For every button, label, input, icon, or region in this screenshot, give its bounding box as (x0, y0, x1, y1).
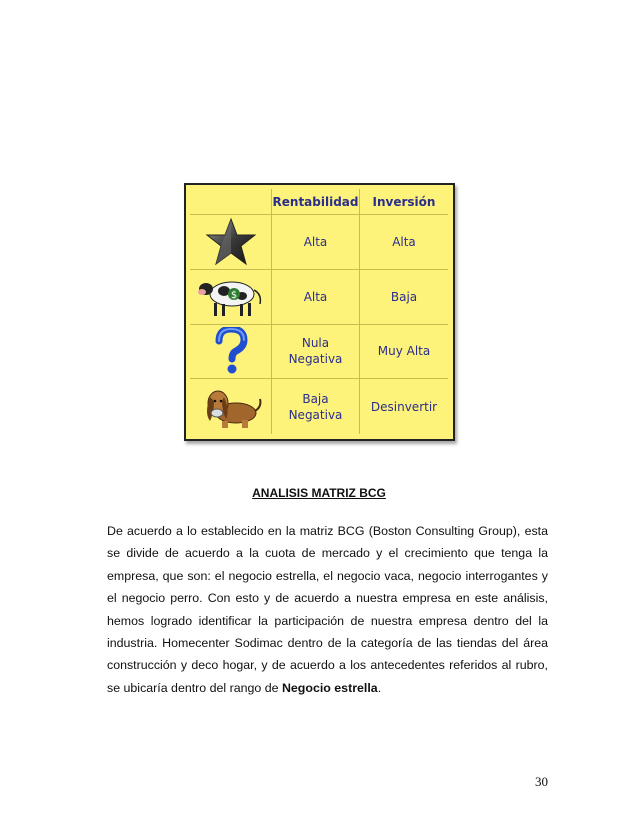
header-inversion: Inversión (360, 189, 448, 215)
bcg-matrix-image (184, 183, 455, 441)
paragraph-line: De acuerdo a lo establecido en la matriz BCG (Boston Consulting Group), esta (107, 524, 548, 538)
header-rentabilidad: Rentabilidad (272, 189, 360, 215)
paragraph-last-line (107, 677, 548, 699)
star-icon (205, 217, 257, 267)
rentabilidad-value: Baja (302, 391, 329, 406)
rentabilidad-value: Nula (301, 336, 330, 351)
row3-rentabilidad (272, 325, 360, 380)
section-title: ANALISIS MATRIZ BCG (252, 486, 386, 500)
cow-icon (196, 274, 266, 320)
matrix-icon-cell (190, 379, 272, 434)
rentabilidad-value: Negativa (288, 407, 343, 422)
bcg-matrix-table (190, 189, 448, 434)
last-line-text: se ubicaría dentro del rango de (107, 680, 282, 695)
row1-inversion: Alta (360, 215, 448, 270)
rentabilidad-value: Negativa (288, 352, 343, 367)
matrix-icon-cell (190, 270, 272, 325)
matrix-icon-cell (190, 325, 272, 380)
paragraph-line: hemos logrado identificar la participación de nuestra empresa dentro del la (107, 613, 548, 628)
paragraph-line: el negocio perro. Con esto y de acuerdo a nuestra empresa en este análisis, (107, 591, 548, 606)
row4-rentabilidad (272, 379, 360, 434)
row4-inversion: Desinvertir (370, 399, 438, 414)
svg-text:$: $ (230, 289, 237, 301)
highlight-term: Negocio estrella (281, 680, 378, 695)
rentabilidad-value: Alta (303, 234, 328, 249)
row1-rentabilidad (272, 215, 360, 270)
row2-rentabilidad (272, 270, 360, 325)
paragraph-line: se divide de acuerdo a la cuota de mercado y el crecimiento que tenga la (107, 546, 548, 561)
body-paragraph (107, 520, 548, 699)
paragraph-line: construcción y deco hogar, y de acuerdo a los antecedentes referidos al rubro, (107, 658, 548, 673)
rentabilidad-value: Alta (303, 289, 328, 304)
row2-inversion: Baja (360, 270, 448, 325)
paragraph-line: empresa, que son: el negocio estrella, el negocio vaca, negocio interrogantes y (107, 568, 548, 583)
dog-icon (200, 383, 262, 431)
row3-inversion: Muy Alta (360, 325, 448, 380)
page-number: 30 (535, 774, 548, 789)
question-mark-icon (211, 327, 251, 375)
paragraph-line: industria. Homecenter Sodimac dentro de la categoría de las tiendas del área (107, 636, 548, 651)
matrix-icon-cell (190, 215, 272, 270)
last-line-end: . (377, 680, 382, 695)
matrix-corner-cell (190, 189, 272, 215)
